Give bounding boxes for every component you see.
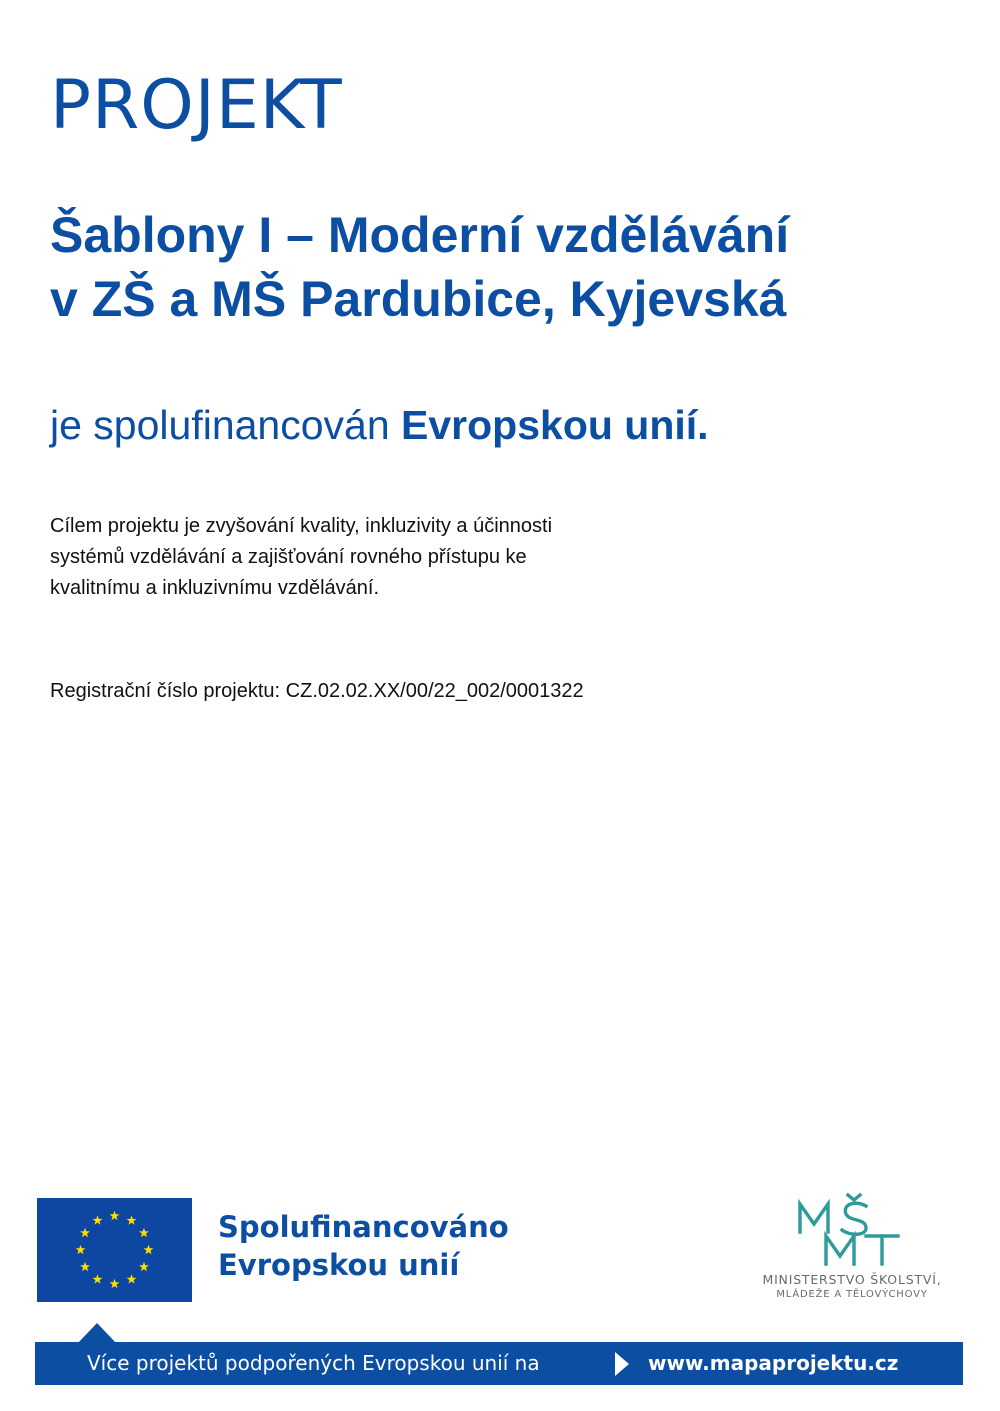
registration-number: Registrační číslo projektu: CZ.02.02.XX/00/22_002/0001322 [50,680,584,702]
msmt-logo-icon [790,1192,910,1270]
project-aim-line-2: systémů vzdělávání a zajišťování rovného přístupu ke [50,546,527,568]
banner-text: Více projektů podpořených Evropskou unií na [87,1351,540,1375]
cofinancing-emphasis: Evropskou unií. [401,402,709,448]
msmt-name-line-1: MINISTERSTVO ŠKOLSTVÍ, [762,1272,942,1287]
mapaprojektu-banner [35,1342,963,1385]
project-aim-line-1: Cílem projektu je zvyšování kvality, inkluzivity a účinnosti [50,515,553,537]
banner-notch [78,1323,116,1343]
banner-url-link[interactable]: www.mapaprojektu.cz [648,1351,899,1375]
project-aim-line-3: kvalitnímu a inkluzivnímu vzdělávání. [50,577,380,599]
play-arrow-icon [615,1352,629,1376]
project-aim [50,511,690,604]
project-title-line-1: Šablony I – Moderní vzdělávání [50,207,790,263]
eu-cofinancing-logo-text [218,1208,509,1284]
cofinancing-statement [50,403,709,448]
eu-logo-line-1: Spolufinancováno [218,1210,509,1244]
page-heading: PROJEKT [50,66,343,145]
cofinancing-prefix: je spolufinancován [50,402,402,448]
project-title [50,203,980,331]
eu-logo-line-2: Evropskou unií [218,1248,460,1282]
project-title-line-2: v ZŠ a MŠ Pardubice, Kyjevská [50,271,787,327]
msmt-name-line-2: MLÁDEŽE A TĚLOVÝCHOVY [776,1289,928,1300]
eu-flag-icon [37,1198,192,1302]
